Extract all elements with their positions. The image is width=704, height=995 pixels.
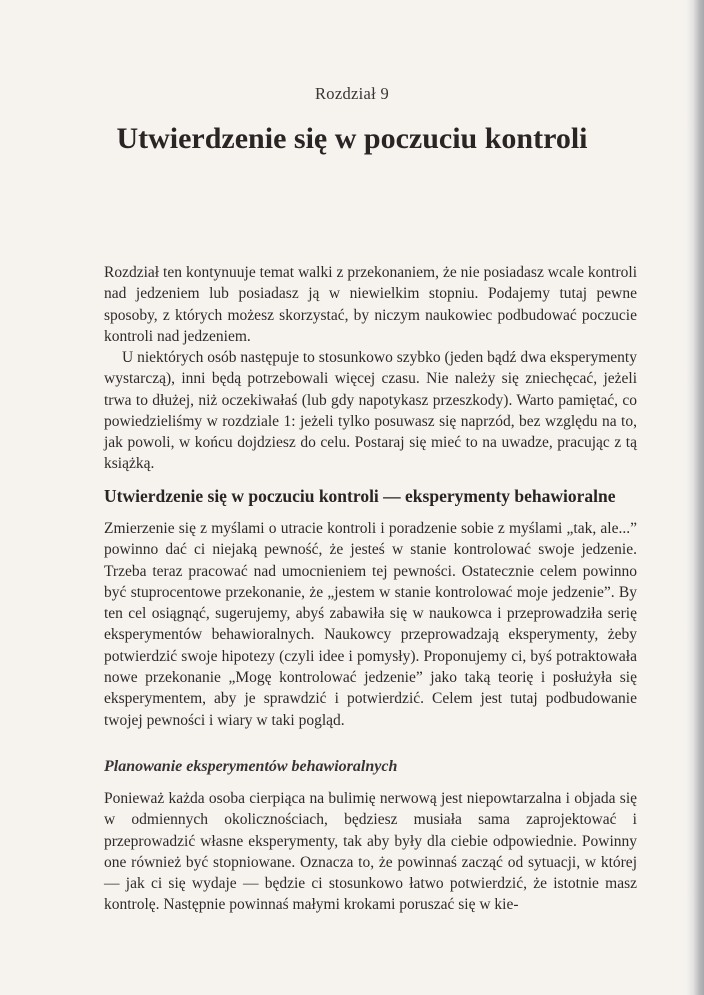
chapter-title: Utwierdzenie się w poczuciu kontroli <box>116 122 588 155</box>
subsection-paragraph: Ponieważ każda osoba cierpiąca na bulimię nerwową jest niepowtarzalna i objada się w odmiennych okolicznościach, będziesz musiała sama zaprojektować i przeprowadzić własne eksperymenty, tak aby były dla ciebie odpowiednie. Powinny one również być stopniowane. Oznacza to, że powinnaś zacząć od sytuacji, w której — jak ci się wydaje — będzie ci stosunkowo łatwo potwierdzić, że istotnie masz kontrolę. Następnie powinnaś małymi krokami poruszać się w kie- <box>104 790 637 914</box>
intro-paragraph-1: Rozdział ten kontynuuje temat walki z przekonaniem, że nie posiadasz wcale kontroli nad jedzeniem lub posiadasz ją w niewielkim stopniu. Podajemy tutaj pewne sposoby, z których możesz skorzystać, by niczym naukowiec podbudować poczucie kontroli nad jedzeniem. <box>104 264 637 345</box>
intro-paragraph-2: U niektórych osób następuje to stosunkowo szybko (jeden bądź dwa eksperymenty wystarczą), inni będą potrzebowali więcej czasu. Nie należy się zniechęcać, jeżeli trwa to dłużej, niż oczekiwałaś (lub gdy napotykasz przeszkody). Warto pamiętać, co powiedzieliśmy w rozdziale 1: jeżeli tylko posuwasz się naprzód, bez względu na to, jak powoli, w końcu dojdziesz do celu. Postaraj się mieć to na uwadze, pracując z tą książką. <box>104 349 637 473</box>
chapter-label: Rozdział 9 <box>314 84 390 103</box>
section-paragraph: Zmierzenie się z myślami o utracie kontroli i poradzenie sobie z myślami „tak, ale...” powinno dać ci niejaką pewność, że jesteś w stanie kontrolować swoje jedzenie. Trzeba teraz pracować nad umocnieniem tej pewności. Ostatecznie celem powinno być stuprocentowe przekonanie, że „jestem w stanie kontrolować moje jedzenie”. By ten cel osiągnąć, sugerujemy, abyś zabawiła się w naukowca i przeprowadziła serię eksperymentów behawioralnych. Naukowcy przeprowadzają eksperymenty, żeby potwierdzić swoje hipotezy (czyli idee i pomysły). Proponujemy ci, byś potraktowała nowe przekonanie „Mogę kontrolować jedzenie” jako taką teorię i posłużyła się eksperymentem, aby je sprawdzić i potwierdzić. Celem jest tutaj podbudowanie twojej pewności i wiary w taki pogląd. <box>104 520 637 729</box>
subsection-heading: Planowanie eksperymentów behawioralnych <box>104 758 398 775</box>
section-heading: Utwierdzenie się w poczuciu kontroli — eksperymenty behawioralne <box>104 486 616 506</box>
